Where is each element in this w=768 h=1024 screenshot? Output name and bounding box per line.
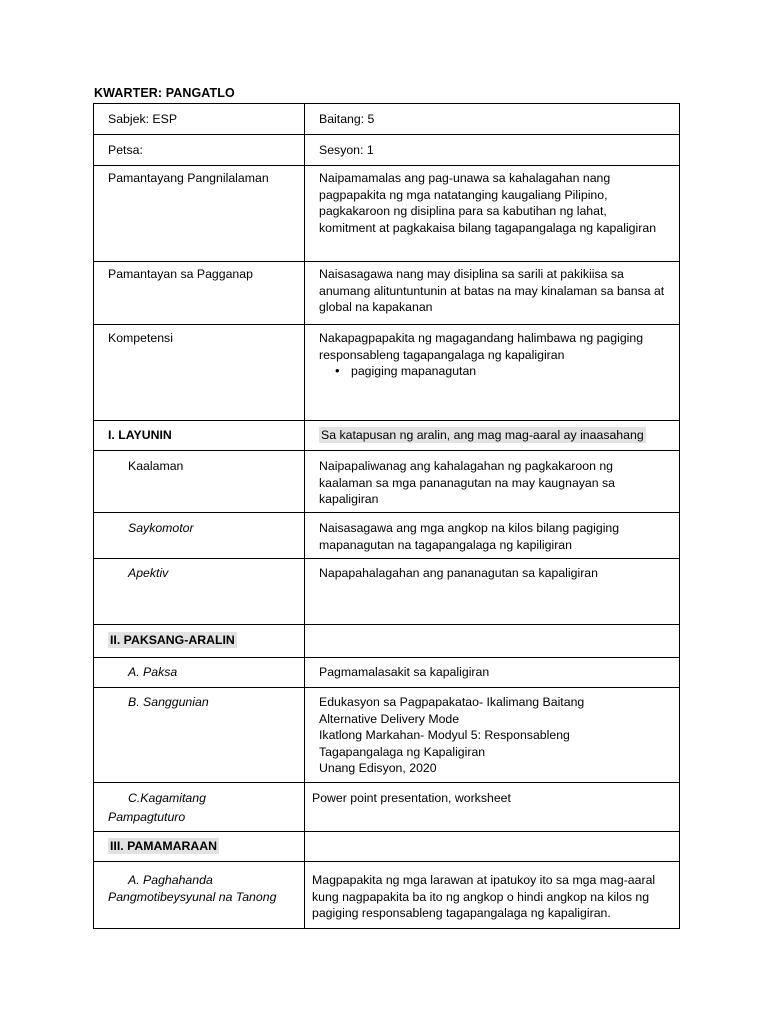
row-preparation (94, 862, 680, 929)
preparation-label: A. Paghahanda (128, 873, 213, 887)
cell-topic-label (94, 658, 305, 688)
cell-references-text (305, 688, 680, 783)
content-standard-label: Pamantayang Pangnilalaman (108, 171, 269, 185)
competency-text: Nakapagpapakita ng magagandang halimbawa ng pagiging responsableng tagapangalaga ng kapaligiran (319, 331, 644, 362)
preparation-text: Magpapakita ng mga larawan at ipatukoy ito sa mga mag-aaral kung nagpapakita ba ito ng angkop o hindi angkop na kilos ng pagiging responsableng tagapangalaga ng kapaligiran. (312, 873, 656, 920)
cell-session (305, 135, 680, 166)
subject-matter-heading: II. PAKSANG-ARALIN (110, 633, 235, 647)
materials-label (94, 783, 304, 825)
date-label: Petsa: (108, 143, 143, 157)
row-date (94, 135, 680, 166)
cell-psychomotor-text (305, 513, 680, 559)
competency-bullet-list (305, 363, 679, 380)
cell-grade (305, 104, 680, 135)
cell-affective-text (305, 559, 680, 625)
cell-procedure-empty (305, 832, 680, 862)
reference-line: Ikatlong Markahan- Modyul 5: Responsableng (319, 728, 570, 742)
cell-knowledge-label (94, 451, 305, 513)
row-topic (94, 658, 680, 688)
content-standard-text: Naipamamalas ang pag-unawa sa kahalagahan nang pagpapakita ng mga natatanging kaugaliang Pilipino, pagkakaroon ng disiplina para sa kabutihan ng lahat, komitment at pagkakaisa bilang tagapangalaga ng kapaligiran (319, 171, 657, 235)
references-label: B. Sanggunian (128, 695, 209, 709)
row-references (94, 688, 680, 783)
performance-standard-label: Pamantayan sa Pagganap (108, 267, 253, 281)
cell-objectives-text (305, 421, 680, 451)
row-performance-standard (94, 262, 680, 325)
cell-affective-label (94, 559, 305, 625)
subject-label: Sabjek: ESP (108, 112, 178, 126)
cell-references-label (94, 688, 305, 783)
cell-subject-matter-empty (305, 625, 680, 658)
preparation-label-block (94, 862, 304, 905)
competency-bullet: • pagiging mapanagutan (335, 363, 679, 380)
cell-knowledge-text (305, 451, 680, 513)
cell-performance-standard-label (94, 262, 305, 325)
objectives-text: Sa katapusan ng aralin, ang mag mag-aaral ay inaasahang (321, 428, 644, 442)
quarter-heading: KWARTER: PANGATLO (94, 86, 235, 100)
cell-competency-label (94, 325, 305, 421)
cell-procedure-label (94, 832, 305, 862)
cell-preparation-label (94, 862, 305, 929)
procedure-heading: III. PAMAMARAAN (110, 839, 218, 853)
cell-topic-text (305, 658, 680, 688)
row-competency (94, 325, 680, 421)
cell-competency-text (305, 325, 680, 421)
affective-text: Napapahalagahan ang pananagutan sa kapaligiran (319, 566, 598, 580)
reference-line: Alternative Delivery Mode (319, 711, 460, 726)
affective-label: Apektiv (128, 566, 169, 580)
row-affective (94, 559, 680, 625)
cell-performance-standard-text (305, 262, 680, 325)
materials-label-line-2: Pampagtuturo (108, 809, 186, 824)
competency-label: Kompetensi (108, 331, 173, 345)
lesson-plan-table (93, 103, 680, 929)
cell-content-standard-text (305, 166, 680, 262)
references-list (305, 688, 679, 777)
cell-psychomotor-label (94, 513, 305, 559)
cell-subject-matter-label (94, 625, 305, 658)
cell-subject (94, 104, 305, 135)
cell-preparation-text (305, 862, 680, 929)
performance-standard-text: Naisasagawa nang may disiplina sa sarili at pakikiisa sa anumang alituntuntunin at batas na may kinalaman sa bansa at global na kapakanan (319, 267, 665, 314)
row-subject-matter (94, 625, 680, 658)
preparation-sublabel: Pangmotibeysyunal na Tanong (108, 889, 277, 904)
cell-materials-label (94, 783, 305, 832)
topic-label: A. Paksa (128, 665, 178, 679)
materials-text: Power point presentation, worksheet (312, 791, 511, 805)
cell-content-standard-label (94, 166, 305, 262)
cell-objectives-label (94, 421, 305, 451)
session-label: Sesyon: 1 (319, 143, 374, 157)
row-objectives (94, 421, 680, 451)
row-knowledge (94, 451, 680, 513)
row-psychomotor (94, 513, 680, 559)
knowledge-text: Naipapaliwanag ang kahalagahan ng pagkakaroon ng kaalaman sa mga pananagutan na may kaugnayan sa kapaligiran (319, 459, 616, 506)
reference-line: Tagapangalaga ng Kapaligiran (319, 744, 486, 759)
grade-label: Baitang: 5 (319, 112, 375, 126)
reference-line: Edukasyon sa Pagpapakatao- Ikalimang Baitang (319, 695, 585, 709)
materials-label-line-1: C.Kagamitang (128, 791, 206, 805)
reference-line: Unang Edisyon, 2020 (319, 761, 437, 775)
row-materials (94, 783, 680, 832)
row-subject (94, 104, 680, 135)
cell-date (94, 135, 305, 166)
psychomotor-text: Naisasagawa ang mga angkop na kilos bilang pagiging mapanagutan na tagapangalaga ng kapiligiran (319, 521, 620, 552)
topic-text: Pagmamalasakit sa kapaligiran (319, 665, 490, 679)
knowledge-label: Kaalaman (128, 459, 184, 473)
row-content-standard (94, 166, 680, 262)
objectives-heading: I. LAYUNIN (108, 428, 172, 442)
cell-materials-text (305, 783, 680, 832)
psychomotor-label: Saykomotor (128, 521, 194, 535)
row-procedure (94, 832, 680, 862)
